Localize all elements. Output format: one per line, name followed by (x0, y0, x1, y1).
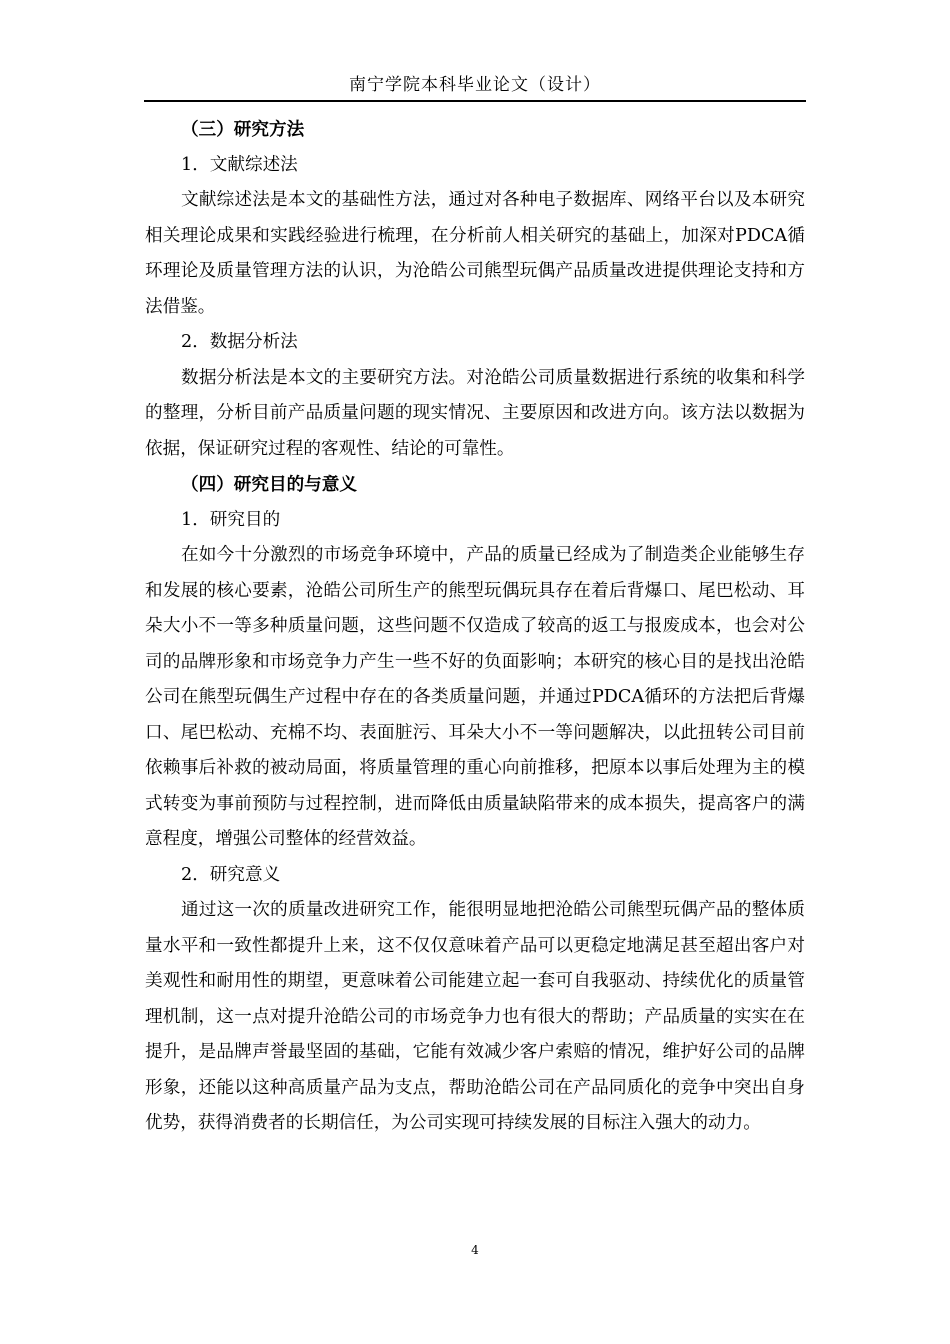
header-divider (144, 100, 806, 102)
section-heading-purpose-significance: （四）研究目的与意义 (181, 474, 357, 495)
paragraph-data-analysis: 数据分析法是本文的主要研究方法。对沧皓公司质量数据进行系统的收集和科学的整理，分析目前产品质量问题的现实情况、主要原因和改进方向。该方法以数据为依据，保证研究过程的客观性、结论的可靠性。 (145, 367, 805, 459)
paragraph-literature-review: 文献综述法是本文的基础性方法，通过对各种电子数据库、网络平台以及本研究相关理论成果和实践经验进行梳理，在分析前人相关研究的基础上，加深对PDCA循环理论及质量管理方法的认识，为沧皓公司熊型玩偶产品质量改进提供理论支持和方法借鉴。 (145, 190, 805, 317)
subheading-literature-review: 1．文献综述法 (181, 154, 298, 175)
paragraph-research-purpose: 在如今十分激烈的市场竞争环境中，产品的质量已经成为了制造类企业能够生存和发展的核心要素，沧皓公司所生产的熊型玩偶玩具存在着后背爆口、尾巴松动、耳朵大小不一等多种质量问题，这些问题不仅造成了较高的返工与报废成本，也会对公司的品牌形象和市场竞争力产生一些不好的负面影响；本研究的核心目的是找出沧皓公司在熊型玩偶生产过程中存在的各类质量问题，并通过PDCA循环的方法把后背爆口、尾巴松动、充棉不均、表面脏污、耳朵大小不一等问题解决，以此扭转公司目前依赖事后补救的被动局面，将质量管理的重心向前推移，把原本以事后处理为主的模式转变为事前预防与过程控制，进而降低由质量缺陷带来的成本损失，提高客户的满意程度，增强公司整体的经营效益。 (145, 545, 805, 849)
paragraph-research-significance: 通过这一次的质量改进研究工作，能很明显地把沧皓公司熊型玩偶产品的整体质量水平和一致性都提升上来，这不仅仅意味着产品可以更稳定地满足甚至超出客户对美观性和耐用性的期望，更意味着公司能建立起一套可自我驱动、持续优化的质量管理机制，这一点对提升沧皓公司的市场竞争力也有很大的帮助；产品质量的实实在在提升，是品牌声誉最坚固的基础，它能有效减少客户索赔的情况，维护好公司的品牌形象，还能以这种高质量产品为支点，帮助沧皓公司在产品同质化的竞争中突出自身优势，获得消费者的长期信任，为公司实现可持续发展的目标注入强大的动力。 (145, 900, 805, 1133)
subheading-research-significance: 2．研究意义 (181, 864, 281, 885)
page-number: 4 (471, 1243, 479, 1257)
document-body (145, 112, 805, 1142)
section-heading-methods: （三）研究方法 (181, 119, 305, 140)
page-header-title: 南宁学院本科毕业论文（设计） (349, 75, 601, 95)
subheading-research-purpose: 1．研究目的 (181, 509, 281, 530)
subheading-data-analysis: 2．数据分析法 (181, 332, 298, 352)
